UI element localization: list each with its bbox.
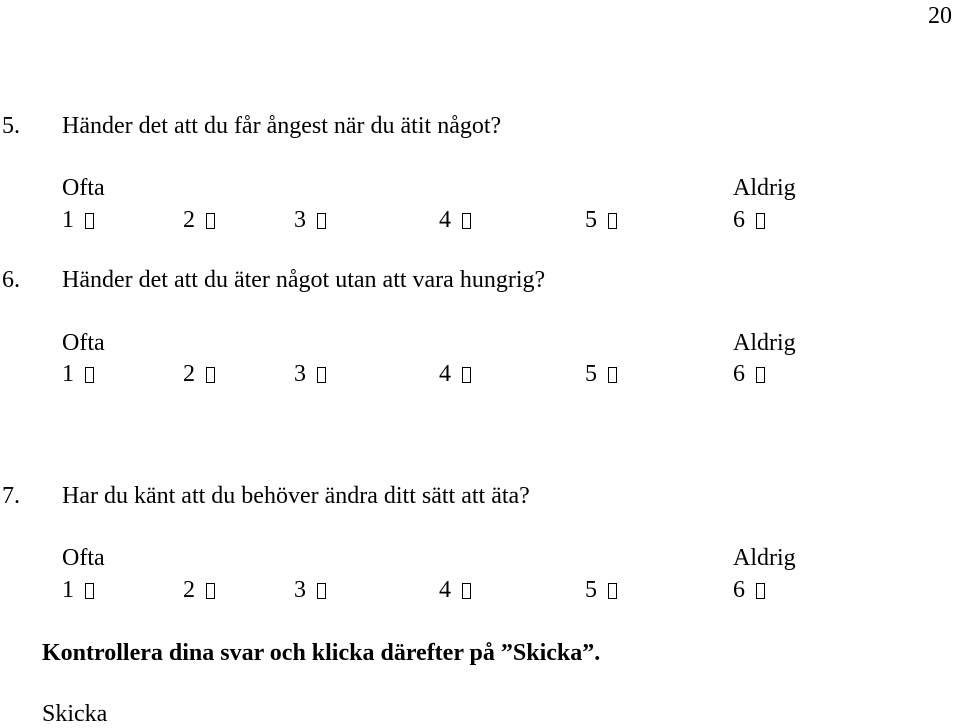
rating-option-6[interactable] (733, 362, 765, 386)
option-number: 3 (294, 361, 306, 387)
option-number: 1 (62, 361, 74, 387)
rating-option-1[interactable] (62, 578, 94, 602)
checkbox-icon[interactable] (756, 213, 765, 229)
option-number: 2 (183, 361, 195, 387)
rating-option-2[interactable] (183, 208, 215, 232)
checkbox-icon[interactable] (756, 583, 765, 599)
checkbox-icon[interactable] (206, 583, 215, 599)
checkbox-icon[interactable] (462, 583, 471, 599)
checkbox-icon[interactable] (462, 213, 471, 229)
rating-option-3[interactable] (294, 578, 326, 602)
checkbox-icon[interactable] (85, 213, 94, 229)
option-number: 2 (183, 207, 195, 233)
option-number: 3 (294, 207, 306, 233)
option-number: 5 (585, 577, 597, 603)
checkbox-icon[interactable] (756, 367, 765, 383)
rating-option-6[interactable] (733, 208, 765, 232)
checkbox-icon[interactable] (317, 583, 326, 599)
option-number: 4 (439, 361, 451, 387)
instruction-text: Kontrollera dina svar och klicka därefter på ”Skicka”. (42, 640, 601, 666)
option-number: 4 (439, 577, 451, 603)
scale-low-label: Ofta (62, 545, 105, 571)
question-number: 6. (2, 267, 20, 293)
scale-high-label: Aldrig (733, 330, 796, 356)
rating-option-4[interactable] (439, 578, 471, 602)
option-number: 2 (183, 577, 195, 603)
question-text: Händer det att du får ångest när du ätit något? (62, 113, 502, 139)
checkbox-icon[interactable] (85, 583, 94, 599)
option-number: 4 (439, 207, 451, 233)
checkbox-icon[interactable] (85, 367, 94, 383)
option-number: 5 (585, 361, 597, 387)
question-text: Har du känt att du behöver ändra ditt sätt att äta? (62, 483, 530, 509)
rating-option-2[interactable] (183, 578, 215, 602)
rating-option-2[interactable] (183, 362, 215, 386)
rating-option-4[interactable] (439, 208, 471, 232)
checkbox-icon[interactable] (608, 367, 617, 383)
checkbox-icon[interactable] (317, 367, 326, 383)
scale-low-label: Ofta (62, 330, 105, 356)
option-number: 3 (294, 577, 306, 603)
page-number: 20 (928, 3, 952, 29)
rating-option-1[interactable] (62, 362, 94, 386)
rating-option-6[interactable] (733, 578, 765, 602)
option-number: 6 (733, 577, 745, 603)
option-number: 5 (585, 207, 597, 233)
option-number: 6 (733, 207, 745, 233)
rating-option-5[interactable] (585, 208, 617, 232)
checkbox-icon[interactable] (462, 367, 471, 383)
rating-option-1[interactable] (62, 208, 94, 232)
question-number: 7. (2, 483, 20, 509)
checkbox-icon[interactable] (608, 213, 617, 229)
checkbox-icon[interactable] (206, 367, 215, 383)
checkbox-icon[interactable] (317, 213, 326, 229)
rating-option-5[interactable] (585, 362, 617, 386)
rating-option-3[interactable] (294, 362, 326, 386)
submit-button[interactable]: Skicka (42, 701, 108, 727)
question-number: 5. (2, 113, 20, 139)
checkbox-icon[interactable] (206, 213, 215, 229)
option-number: 6 (733, 361, 745, 387)
rating-option-5[interactable] (585, 578, 617, 602)
question-text: Händer det att du äter något utan att vara hungrig? (62, 267, 546, 293)
scale-high-label: Aldrig (733, 545, 796, 571)
rating-option-3[interactable] (294, 208, 326, 232)
option-number: 1 (62, 207, 74, 233)
option-number: 1 (62, 577, 74, 603)
checkbox-icon[interactable] (608, 583, 617, 599)
scale-low-label: Ofta (62, 175, 105, 201)
scale-high-label: Aldrig (733, 175, 796, 201)
rating-option-4[interactable] (439, 362, 471, 386)
